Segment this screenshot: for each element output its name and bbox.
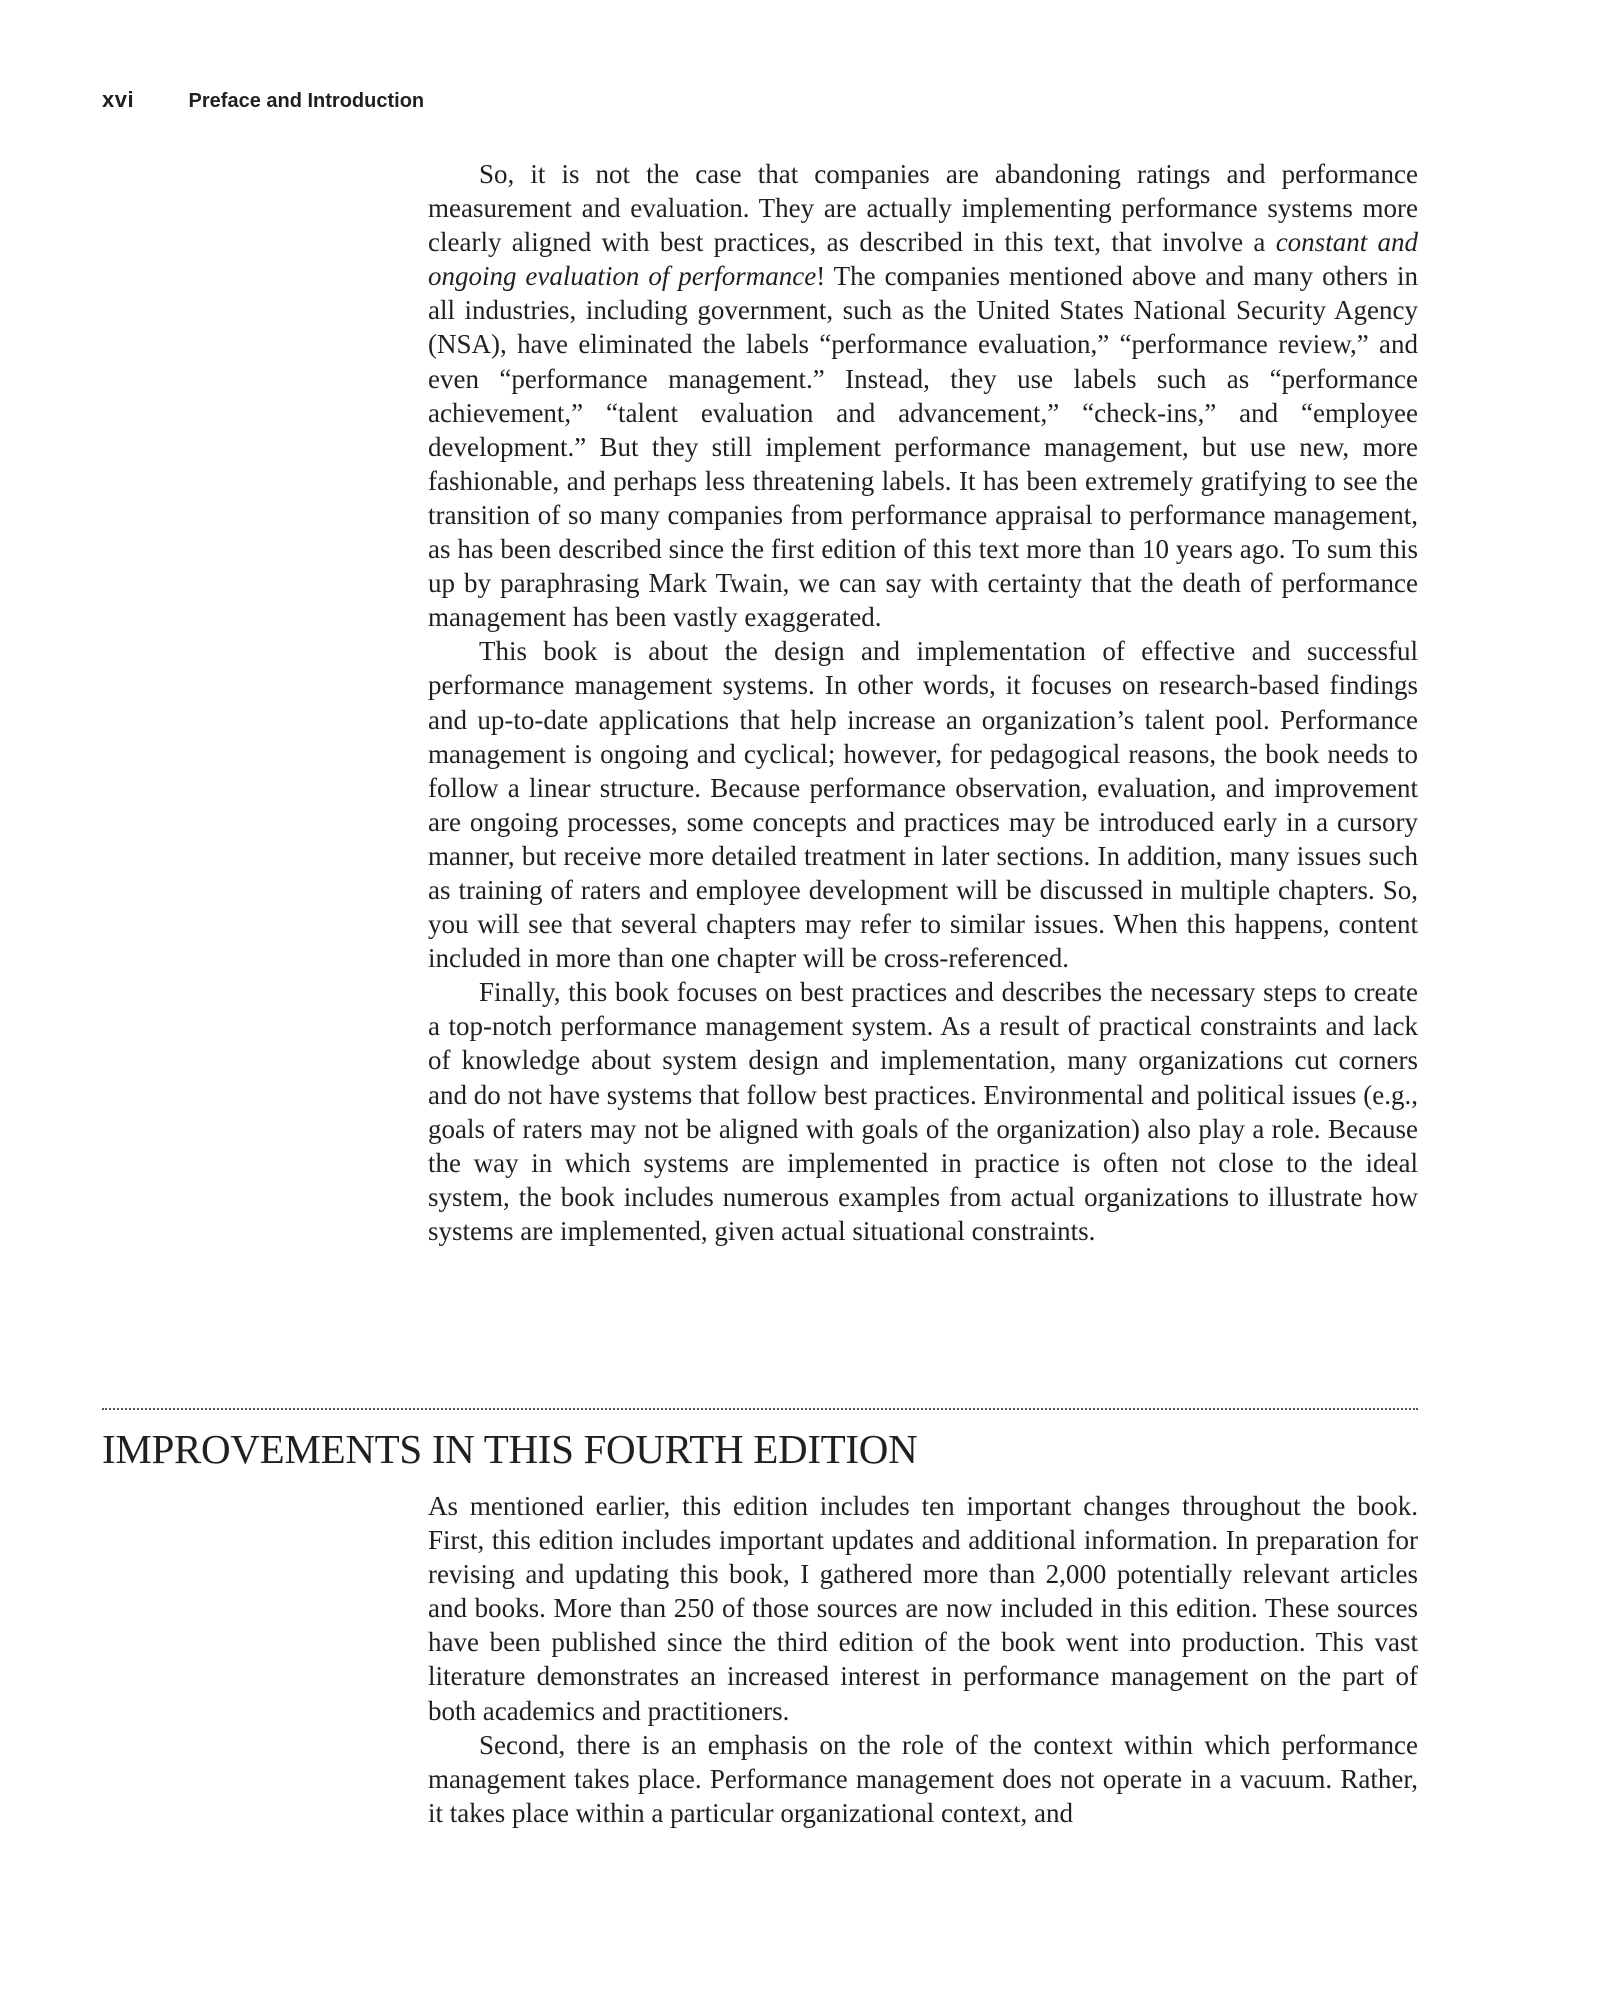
paragraph — [428, 157, 1418, 634]
paragraph: As mentioned earlier, this edition includes ten important changes throughout the book. First, this edition includes important updates and additional information. In preparation for revising and updating this book, I gathered more than 2,000 potentially relevant articles and books. More than 250 of those sources are now included in this edition. These sources have been published since the third edition of the book went into production. This vast literature demonstrates an increased interest in performance management on the part of both academics and practitioners. — [428, 1491, 1418, 1726]
running-head — [102, 87, 424, 113]
paragraph-text: So, it is not the case that companies are abandoning ratings and performance measurement and evaluation. They are actually implementing performance systems more clearly aligned with best practices, as described in this text, that involve a — [428, 159, 1418, 258]
continued-text-block — [428, 157, 1418, 1248]
paragraph: This book is about the design and implementation of effective and successful performance management systems. In other words, it focuses on research-based findings and up-to-date applications that help increase an organization’s talent pool. Performance management is ongoing and cyclical; however, for pedagogical reasons, the book needs to follow a linear structure. Because performance observation, evaluation, and improvement are ongoing processes, some concepts and practices may be introduced early in a cursory manner, but receive more detailed treatment in later sections. In addition, many issues such as training of raters and employee development will be discussed in multiple chapters. So, you will see that several chapters may refer to similar issues. When this happens, content included in more than one chapter will be cross-referenced. — [428, 636, 1418, 974]
emphasized-text: constant and ongoing evaluation of performance — [428, 227, 1419, 292]
section-divider — [102, 1408, 1418, 1410]
paragraph-text: ! The companies mentioned above and many others in all industries, including government, such as the United States National Security Agency (NSA), have eliminated the labels “performance evaluation,” “performance review,” and even “performance management.” Instead, they use labels such as “performance achievement,” “talent evaluation and advancement,” “check-ins,” and “employee development.” But they still implement performance management, but use new, more fashionable, and perhaps less threatening labels. It has been extremely gratifying to see the transition of so many companies from performance appraisal to performance management, as has been described since the first edition of this text more than 10 years ago. To sum this up by paraphrasing Mark Twain, we can say with certainty that the death of performance management has been vastly exaggerated. — [428, 261, 1418, 633]
running-title: Preface and Introduction — [188, 90, 425, 112]
section-text-block — [428, 1489, 1418, 1830]
section-heading: IMPROVEMENTS IN THIS FOURTH EDITION — [102, 1426, 918, 1472]
paragraph: Second, there is an emphasis on the role of the context within which performance management takes place. Performance management does not operate in a vacuum. Rather, it takes place within a particular organizational context, and — [428, 1729, 1418, 1828]
paragraph: Finally, this book focuses on best practices and describes the necessary steps to create a top-notch performance management system. As a result of practical constraints and lack of knowledge about system design and implementation, many organizations cut corners and do not have systems that follow best practices. Environmental and political issues (e.g., goals of raters may not be aligned with goals of the organization) also play a role. Because the way in which systems are implemented in practice is often not close to the ideal system, the book includes numerous examples from actual organizations to illustrate how systems are implemented, given actual situational constraints. — [428, 977, 1418, 1246]
page-number: xvi — [102, 87, 135, 112]
